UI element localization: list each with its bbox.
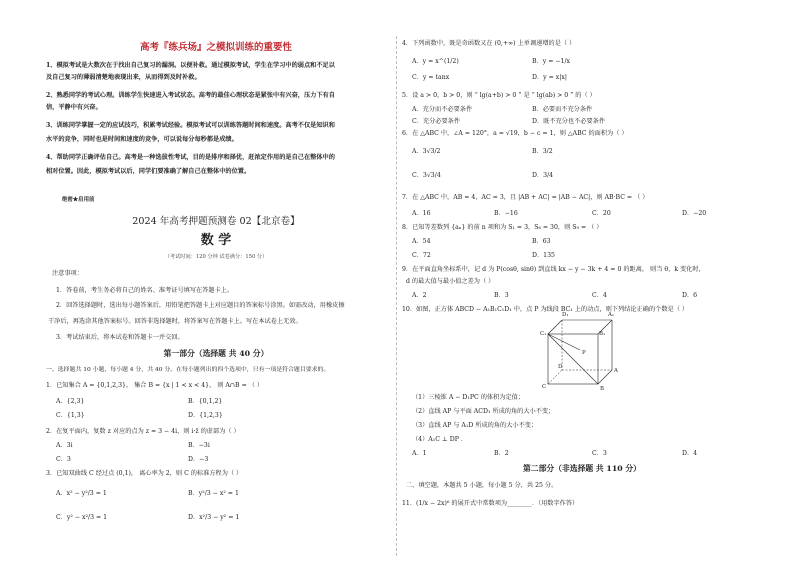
q8-option-a: A．54 [412, 238, 431, 245]
q8-option-c: C．72 [412, 252, 431, 259]
q6-option-c: C．3√3/4 [412, 172, 441, 179]
q3-stem: 3．已知双曲线 C 经过点 (0,1)， 离心率为 2，则 C 的标准方程为（ ） [46, 470, 243, 477]
intro-line-8: 相对位置。因此，模拟考试以后，同学们要准确了解自己在整体中的位置。 [46, 168, 251, 175]
q7-option-c: C．20 [592, 210, 611, 217]
intro-line-1: 1、模拟考试是大数次在于找出自己复习的漏洞。以便补救。通过模拟考试，学生在学习中的弱点和不足以 [46, 62, 335, 69]
label-b: B [600, 386, 604, 392]
q9-stem: 9．在平面直角坐标系中，记 d 为 P(cosθ, sinθ) 到直线 kx − y − 3k + 4 = 0 的距离， 则当 θ，k 变化时， [402, 266, 705, 273]
q2-option-a: A．3i [56, 442, 73, 449]
part2-intro: 二、填空题，本题共 5 小题，每小题 5 分，共 25 分。 [406, 482, 558, 489]
q6-option-d: D．3/4 [532, 172, 554, 179]
q6-option-b: B．3/2 [532, 148, 553, 155]
q1-option-a: A．{2,3} [56, 398, 85, 405]
q5-option-d: D．既不充分也不必要条件 [532, 118, 606, 125]
secret-tag: 绝密★启用前 [62, 197, 95, 203]
q3-option-b: B．y²/3 − x² = 1 [188, 490, 239, 497]
q4-option-d: D．y = x|x| [532, 74, 567, 81]
exam-info: （考试时间：120 分钟 试卷满分：150 分） [164, 254, 268, 260]
q10-statement-3: （3）直线 AP 与 A₁D 所成的角的大小不变； [412, 422, 538, 429]
q10-statement-1: （1）三棱锥 A − D₁PC 的体积为定值； [412, 394, 525, 401]
q5-stem: 5．设 a > 0，b > 0，则 “ lg(a+b) > 0 ” 是 “ lg(ab) > 0 ” 的（ ） [402, 92, 596, 99]
part1-heading: 第一部分（选择题 共 40 分） [163, 349, 269, 358]
q10-option-a: A．1 [412, 450, 427, 457]
label-b1: B₁ [599, 331, 606, 337]
left-column [40, 0, 392, 562]
label-a1: A₁ [608, 312, 615, 318]
q9-option-a: A．2 [412, 292, 427, 299]
label-a: A [614, 368, 618, 374]
cube-figure [536, 314, 624, 388]
q4-stem: 4．下列函数中，既是奇函数又在 (0,+∞) 上单调递增的是（ ） [402, 40, 576, 47]
q1-stem: 1．已知集合 A = {0,1,2,3}， 集合 B = {x | 1 < x < 4}， 则 A∩B = （ ） [46, 382, 264, 389]
label-p: P [582, 350, 586, 356]
intro-line-6: 水平的竞争，同时也是时间和速度的竞争，可以说每分每秒都是成绩。 [46, 136, 238, 143]
q7-option-b: B．−16 [494, 210, 518, 217]
q4-option-a: A．y = x^(1/2) [412, 58, 459, 65]
q1-option-c: C．{1,3} [56, 412, 85, 419]
label-d: D [558, 364, 563, 370]
q10-option-c: C．3 [592, 450, 607, 457]
label-c1: C₁ [540, 331, 547, 337]
q1-option-b: B．{0,1,2} [188, 398, 223, 405]
q11-stem: 11．(1/x − 2x)⁶ 的展开式中常数项为________．（用数字作答） [402, 500, 579, 507]
q9-stem-cont: d 的最大值与最小值之差为（ ） [406, 278, 495, 285]
cube-edge-c1d1 [548, 320, 562, 334]
segment-c1p [548, 334, 580, 350]
q4-option-c: C．y = tanx [412, 74, 450, 81]
q9-option-b: B．3 [494, 292, 509, 299]
intro-line-4: 信，平静中有兴奋。 [46, 104, 102, 111]
q2-option-c: C．3 [56, 456, 71, 463]
cube-edge-ba [598, 370, 612, 384]
q4-option-b: B．y = −1/x [532, 58, 571, 65]
q3-option-c: C．y² − x²/3 = 1 [56, 514, 108, 521]
q10-statement-4: （4）A₁C ⊥ DP ． [412, 436, 468, 443]
label-c: C [542, 384, 547, 390]
q10-option-d: D．4 [682, 450, 698, 457]
q8-option-b: B．63 [532, 238, 551, 245]
cube-hidden-edge-cd [548, 370, 562, 384]
q1-option-d: D．{1,2,3} [188, 412, 223, 419]
q8-option-d: D．135 [532, 252, 555, 259]
right-column [402, 0, 762, 562]
q8-stem: 8．已知等差数列 {aₙ} 的前 n 项和为 S₁ = 3，S₆ = 30，则 S₉ = （ ） [402, 224, 603, 231]
banner-title: 高考『练兵场』之模拟训练的重要性 [139, 42, 292, 53]
intro-line-7: 4、帮助同学正确评估自己。高考是一种选拔性考试，目的是排序和择优，赶浓定作用的是自己在整体中的 [46, 154, 335, 161]
intro-line-3: 2、熟悉同学的考试心理。训练学生快速进入考试状态。高考的最佳心理状态是紧张中有兴奋，压力下有自 [46, 92, 335, 99]
q7-option-a: A．16 [412, 210, 431, 217]
q2-option-b: B．−3i [188, 442, 210, 449]
q5-option-c: C．充分必要条件 [412, 118, 461, 125]
q7-stem: 7．在 △ABC 中，AB = 4，AC = 3，且 |AB + AC| = |AB − AC|，则 AB·BC = （ ） [402, 194, 649, 201]
q10-stem: 10．如图，正方体 ABCD − A₁B₁C₁D₁ 中，点 P 为线段 BC₁ 上的动点，则下列结论正确的个数是（ ） [402, 306, 689, 313]
q3-option-d: D．x²/3 − y² = 1 [188, 514, 240, 521]
notice-2: 2．回答选择题时，选出每小题答案后，用铅笔把答题卡上对应题目的答案标号涂黑。如需改动，用橡皮擦 [56, 302, 345, 309]
label-d1: D₁ [562, 312, 569, 318]
subject-title: 数 学 [200, 233, 232, 248]
q7-option-d: D．−20 [682, 210, 707, 217]
intro-line-2: 及自己复习的薄弱清楚地表现出来，从而得到及时补救。 [46, 74, 201, 81]
part2-heading: 第二部分（非选择题 共 110 分） [523, 464, 641, 473]
notice-1: 1．答卷前，考生务必将自己的姓名、准考证号填写在答题卡上。 [56, 287, 234, 294]
q5-option-b: B．必要而不充分条件 [532, 106, 593, 113]
q2-stem: 2．在复平面内，复数 z 对应的点为 z = 3 − 4i，则 i·z̄ 的虚部为（ ） [46, 428, 240, 435]
q10-option-b: B．2 [494, 450, 509, 457]
part1-intro: 一、选择题共 10 小题，每小题 4 分，共 40 分。在每小题列出的四个选项中，只有一项是符合题目要求的。 [46, 367, 330, 373]
q2-option-d: D．−3 [188, 456, 209, 463]
q3-option-a: A．x² − y²/3 = 1 [56, 490, 107, 497]
notice-2-cont: 干净后，再选涂其他答案标号。回答非选择题时，将答案写在答题卡上。写在本试卷上无效。 [48, 318, 302, 325]
q6-option-a: A．3√3/2 [412, 148, 441, 155]
q10-statement-2: （2）直线 AP 与平面 ACD₁ 所成的角的大小不变； [412, 408, 555, 415]
notice-3: 3．考试结束后，将本试卷和答题卡一并交回。 [56, 334, 184, 341]
notice-heading: 注意事项： [52, 270, 83, 277]
column-divider [396, 36, 397, 556]
q9-option-d: D．6 [682, 292, 698, 299]
q9-option-c: C．4 [592, 292, 607, 299]
exam-title: 2024 年高考押题预测卷 02【北京卷】 [132, 216, 300, 227]
intro-line-5: 3、训练同学掌握一定的应试技巧，积累考试经验。模拟考试可以训练答题时间和速度。高考不仅是知识和 [46, 122, 335, 129]
q6-stem: 6．在 △ABC 中，∠A = 120°，a = √19，b − c = 1，则 △ABC 的面积为（ ） [402, 130, 628, 137]
q5-option-a: A．充分而不必要条件 [412, 106, 473, 113]
